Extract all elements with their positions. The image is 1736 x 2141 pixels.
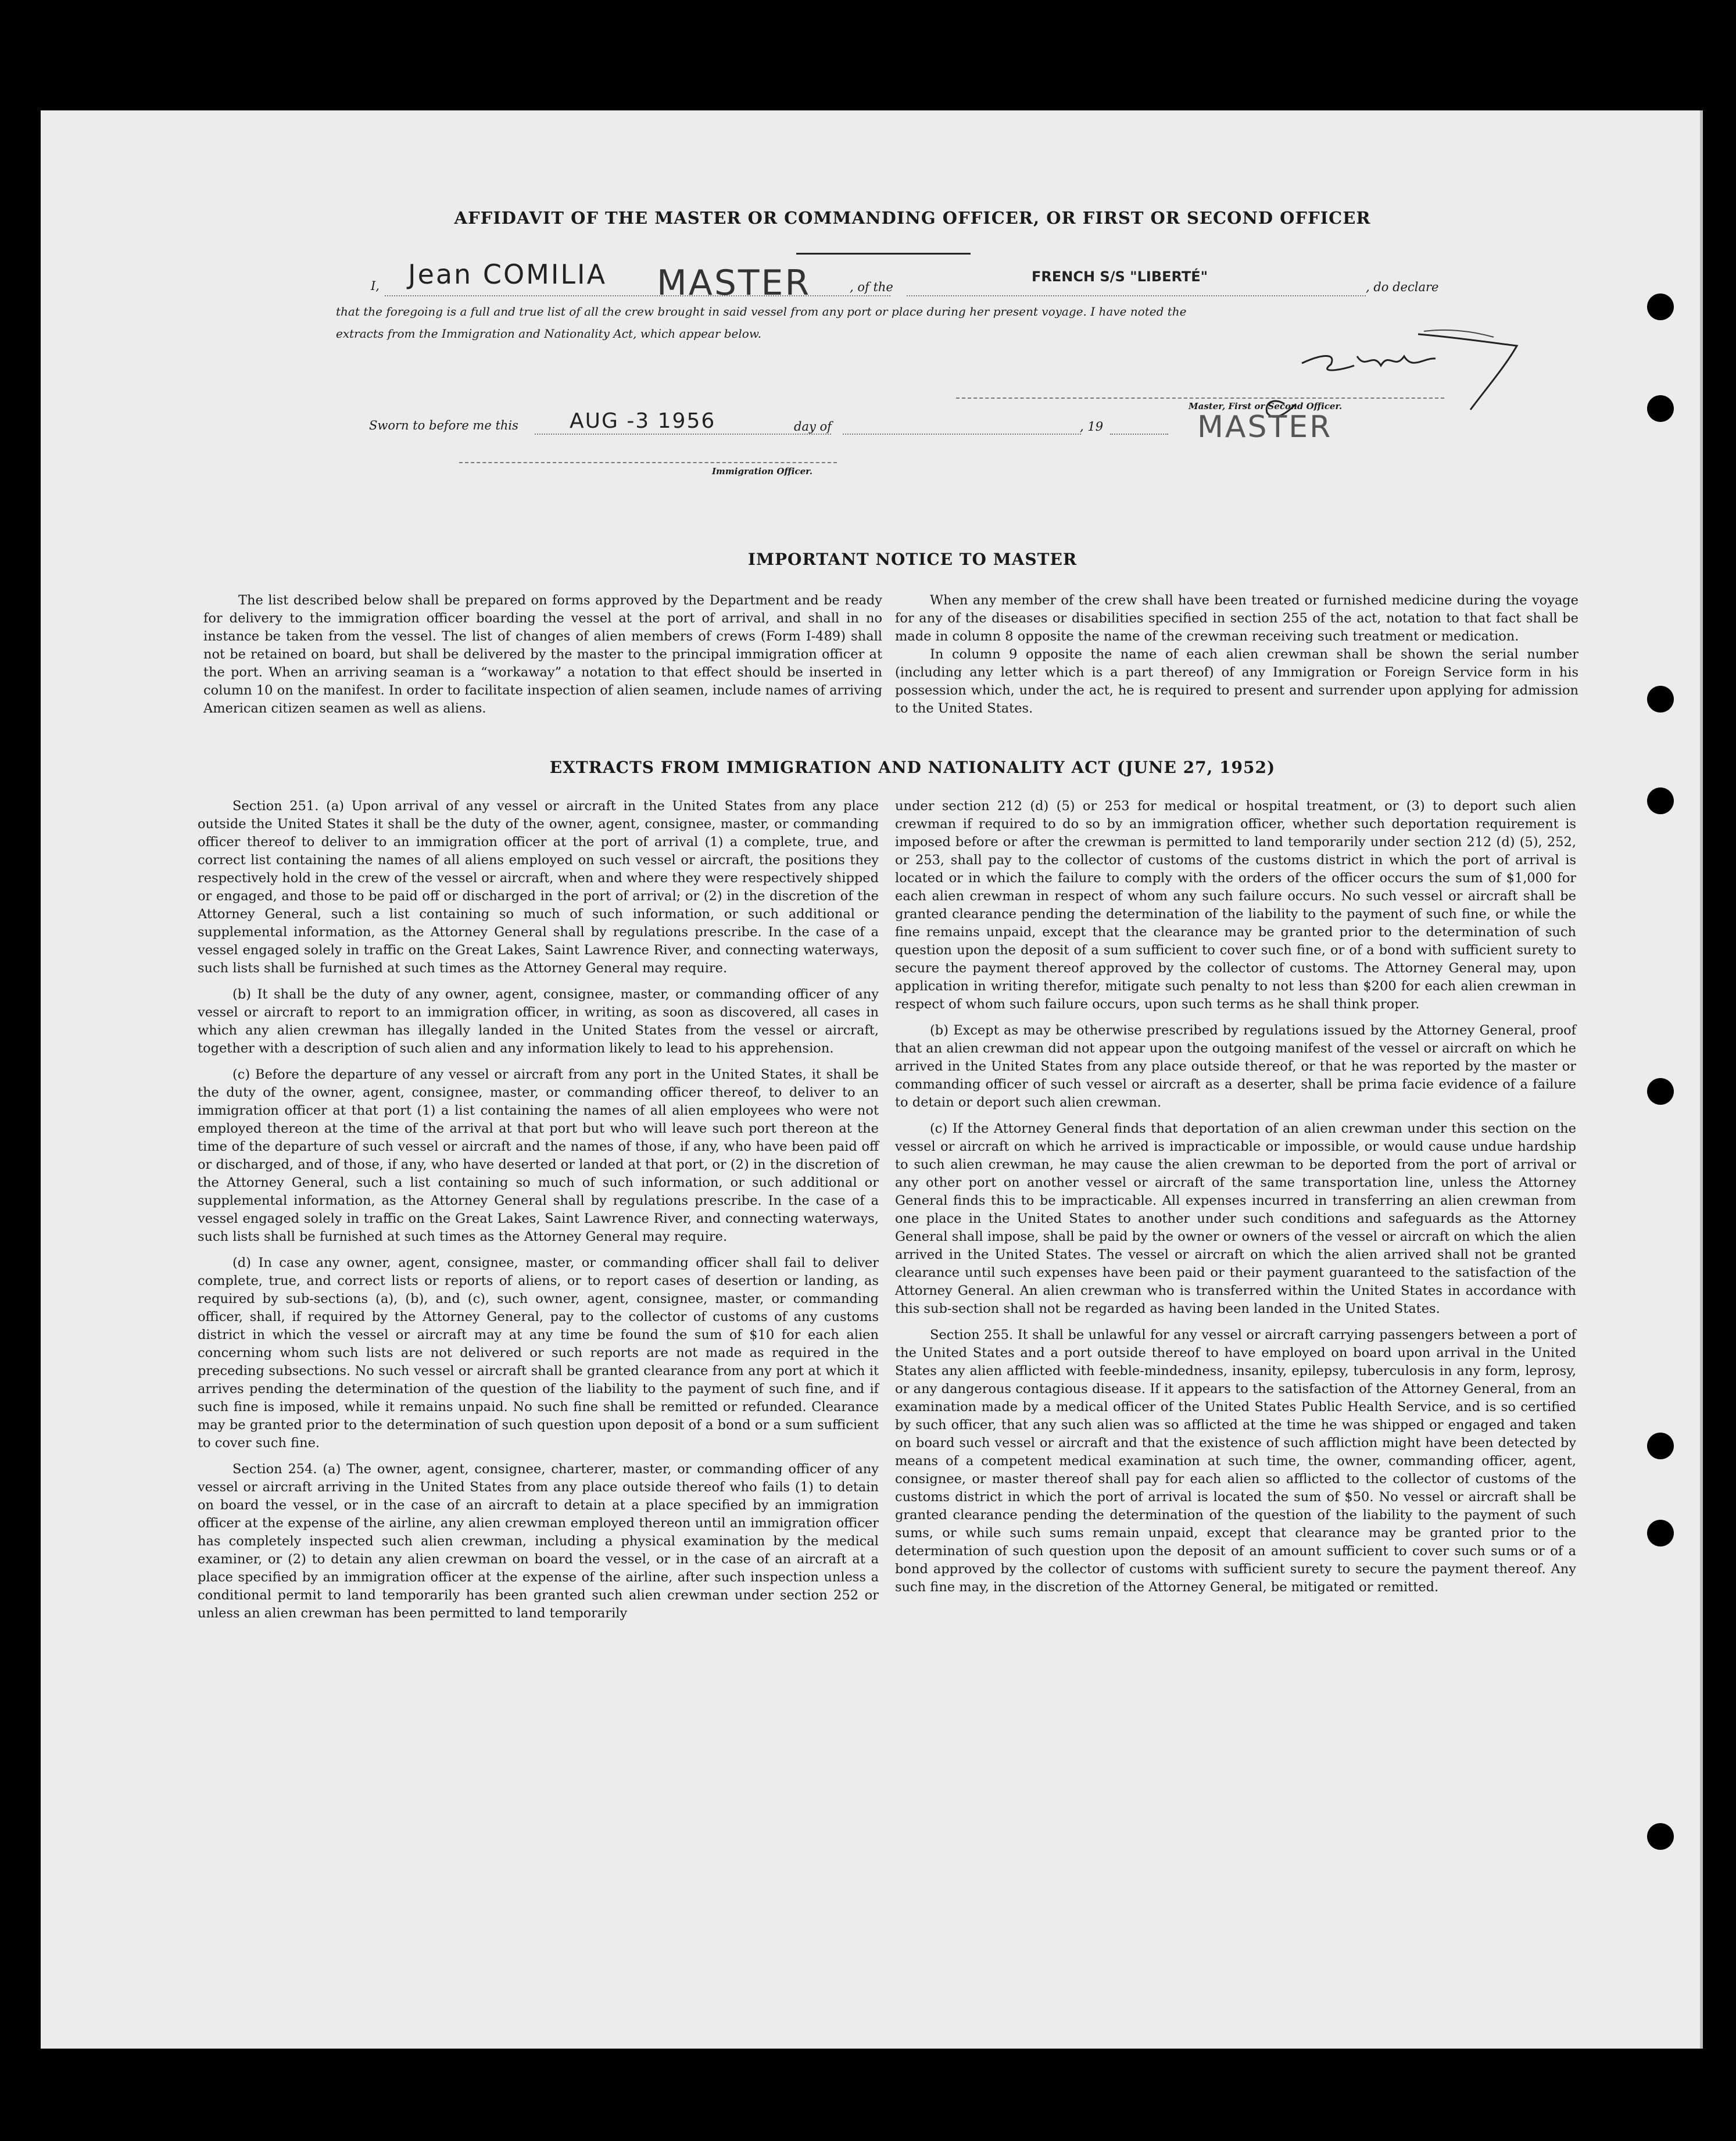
act-section-paragraph: (d) In case any owner, agent, consignee, master, or commanding officer shall fail to deliver complete, true, and correct lists or reports of aliens, or to report cases of desertion or landing, as required by sub-sections (a), (b), and (c), such owner, agent, consignee, master, or commanding officer, shall, if required by the Attorney General, pay to the collector of customs of any customs district in which the vessel or aircraft may at any time be found the sum of $10 for each alien concerning whom such lists are not delivered or such reports are not made as required in the preceding subsections. No such vessel or aircraft shall be granted clearance from any port at which it arrives pending the determination of the question of the liability to the payment of such fine, and if such fine is imposed, while it remains unpaid. No such fine shall be remitted or refunded. Clearance may be granted prior to the determination of such question upon deposit of a bond or a sum sufficient to cover such fine. <box>198 1255 879 1451</box>
punch-hole <box>1647 787 1674 814</box>
officer-caption: Master, First or Second Officer. <box>1189 401 1343 411</box>
officer-signature-line <box>956 398 1444 399</box>
name-line <box>385 295 890 296</box>
extracts-heading: EXTRACTS FROM IMMIGRATION AND NATIONALITY ACT (JUNE 27, 1952) <box>549 758 1276 777</box>
act-section-paragraph: Section 254. (a) The owner, agent, consignee, charterer, master, or commanding officer of any vessel or aircraft arriving in the United States from any place outside thereof who fails (1) to detain on board the vessel, or in the case of an aircraft to detain at a place specified by an immigration officer at the expense of the airline, any alien crewman employed thereon until an immigration officer has completely inspected such alien crewman, including a physical examination by the medical examiner, or (2) to detain any alien crewman on board the vessel, or in the case of an aircraft at a place specified by an immigration officer at the expense of the airline, after such inspection unless a conditional permit to land temporarily has been granted such alien crewman under section 252 or unless an alien crewman has been permitted to land temporarily <box>198 1462 879 1621</box>
year-label: , 19 <box>1080 420 1104 434</box>
act-section-paragraph: (b) Except as may be otherwise prescribed by regulations issued by the Attorney General, proof that an alien crewman did not appear upon the outgoing manifest of the vessel or aircraft on which he arrived in the United States from any place outside thereof, or that he was reported by the master or commanding officer of such vessel or aircraft as a deserter, shall be prima facie evidence of a failure to detain or deport such alien crewman. <box>895 1023 1576 1110</box>
sworn-label: Sworn to before me this <box>369 418 518 432</box>
notice-heading: IMPORTANT NOTICE TO MASTER <box>747 550 1078 569</box>
do-declare-label: , do declare <box>1366 280 1439 294</box>
act-section-paragraph: Section 255. It shall be unlawful for any vessel or aircraft carrying passengers between a port of the United States and a port outside thereof to have employed on board upon arrival in the United States any alien afflicted with feeble-mindedness, insanity, epilepsy, tuberculosis in any form, leprosy, or any dangerous contagious disease. If it appears to the satisfaction of the Attorney General, from an examination made by a medical officer of the United States Public Health Service, and is so certified by such officer, that any such alien was so afflicted at the time he was shipped or engaged and taken on board such vessel or aircraft and that the existence of such affliction might have been detected by means of a competent medical examination at such time, the owner, commanding officer, agent, consignee, or master thereof shall pay for each alien so afflicted to the collector of customs of the customs district in which the port of arrival is located the sum of $50. No vessel or aircraft shall be granted clearance pending the determination of the question of the liability to the payment of such sums, or while such sums remain unpaid, except that clearance may be granted prior to the determination of such question upon the deposit of an amount sufficient to cover such sums or of a bond approved by the collector of customs with sufficient surety to secure the payment thereof. Any such fine may, in the discretion of the Attorney General, be mitigated or remitted. <box>895 1327 1576 1595</box>
notice-paragraph: In column 9 opposite the name of each alien crewman shall be shown the serial number (including any letter which is a part thereof) of any Immigration or Foreign Service form in his possession which, under the act, he is required to present and surrender upon applying for admission to the United States. <box>895 647 1578 716</box>
affidavit-heading: AFFIDAVIT OF THE MASTER OR COMMANDING OFFICER, OR FIRST OR SECOND OFFICER <box>454 208 1371 228</box>
act-section-paragraph: (c) If the Attorney General finds that deportation of an alien crewman under this section on the vessel or aircraft on which he arrived is impracticable or impossible, or would cause undue hardship to such alien crewman, he may cause the alien crewman to be deported from the port of arrival or any other port on another vessel or aircraft of the same transportation line, unless the Attorney General finds this to be impracticable. All expenses incurred in transferring an alien crewman from one place in the United States to another under such conditions and safeguards as the Attorney General shall impose, shall be paid by the owner or owners of the vessel or aircraft on which the alien arrived in the United States. The vessel or aircraft on which the alien arrived shall not be granted clearance until such expenses have been paid or their payment guaranteed to the satisfaction of the Attorney General. An alien crewman who is transferred within the United States in accordance with this sub-section shall not be regarded as having been landed in the United States. <box>895 1121 1576 1316</box>
sworn-date-line <box>535 434 831 435</box>
notice-right-column <box>895 592 1578 718</box>
extracts-right-column <box>895 797 1576 1605</box>
document-page <box>41 110 1703 2049</box>
extracts-left-column <box>198 797 879 1631</box>
notice-left-column <box>203 592 882 718</box>
punch-hole <box>1647 686 1674 713</box>
punch-hole <box>1647 395 1674 422</box>
notice-paragraph: The list described below shall be prepared on forms approved by the Department and be ready for delivery to the immigration officer boarding the vessel at the port of arrival, and shall in no instance be taken from the vessel. The list of changes of alien members of crews (Form I-489) shall not be retained on board, but shall be delivered by the master to the principal immigration officer at the port. When an arriving seaman is a “workaway” a notation to that effect should be inserted in column 10 on the manifest. In order to facilitate inspection of alien seamen, include names of arriving American citizen seamen as well as aliens. <box>203 593 882 716</box>
punch-hole <box>1647 1520 1674 1546</box>
month-line <box>843 434 1081 435</box>
act-section-paragraph: (b) It shall be the duty of any owner, agent, consignee, master, or commanding officer of any vessel or aircraft to report to an immigration officer, in writing, as soon as discovered, all cases in which any alien crewman has illegally landed in the United States from the vessel or aircraft, together with a description of such alien and any information likely to lead to his apprehension. <box>198 987 879 1056</box>
heading-rule <box>796 253 971 255</box>
i-label: I, <box>371 279 380 293</box>
notice-paragraph: When any member of the crew shall have been treated or furnished medicine during the voyage for any of the diseases or disabilities specified in section 255 of the act, notation to that fact shall be made in column 8 opposite the name of the crewman receiving such treatment or medication. <box>895 593 1578 644</box>
punch-hole <box>1647 1823 1674 1850</box>
declaration-line-2: extracts from the Immigration and Nationality Act, which appear below. <box>336 327 761 341</box>
year-line <box>1110 434 1168 435</box>
declaration-line-1: that the foregoing is a full and true list of all the crew brought in said vessel from any port or place during her present voyage. I have noted the <box>336 305 1187 318</box>
page-right-edge <box>1700 110 1703 2049</box>
punch-hole <box>1647 293 1674 320</box>
immigration-officer-line <box>459 462 837 463</box>
day-of-label: day of <box>794 420 832 434</box>
act-section-paragraph: (c) Before the departure of any vessel or aircraft from any port in the United States, it shall be the duty of the owner, agent, consignee, master, or commanding officer thereof, to deliver to an immigration officer at that port (1) a list containing the names of all alien employees who were not employed thereon at the time of the arrival at that port but who will leave such port thereon at the time of the departure of such vessel or aircraft and the names of those, if any, who have been paid off or discharged, and of those, if any, who have deserted or landed at that port, or (2) in the discretion of the Attorney General, such a list containing so much of such information, or such additional or supplemental information, as the Attorney General shall by regulations prescribe. In the case of a vessel engaged solely in traffic on the Great Lakes, Saint Lawrence River, and connecting waterways, such lists shall be furnished at such times as the Attorney General may require. <box>198 1067 879 1244</box>
act-section-paragraph: Section 251. (a) Upon arrival of any vessel or aircraft in the United States from any place outside the United States it shall be the duty of the owner, agent, consignee, master, or commanding officer thereof to deliver to an immigration officer at the port of arrival (1) a complete, true, and correct list containing the names of all aliens employed on such vessel or aircraft, the positions they respectively hold in the crew of the vessel or aircraft, when and where they were respectively shipped or engaged, and those to be paid off or discharged in the port of arrival; or (2) in the discretion of the Attorney General, such a list containing so much of such information, or such additional or supplemental information, as the Attorney General shall by regulations prescribe. In the case of a vessel engaged solely in traffic on the Great Lakes, Saint Lawrence River, and connecting waterways, such lists shall be furnished at such times as the Attorney General may require. <box>198 799 879 976</box>
act-section-paragraph: under section 212 (d) (5) or 253 for medical or hospital treatment, or (3) to deport such alien crewman if required to do so by an immigration officer, whether such deportation requirement is imposed before or after the crewman is permitted to land temporarily under section 212 (d) (5), 252, or 253, shall pay to the collector of customs of the customs district in which the port of arrival is located or in which the failure to comply with the orders of the officer occurs the sum of $1,000 for each alien crewman in respect of whom any such failure occurs. No such vessel or aircraft shall be granted clearance pending the determination of the liability to the payment of such fine, or while the fine remains unpaid, except that the clearance may be granted prior to the determination of such question upon the deposit of a sum sufficient to cover such fine, or of a bond with sufficient surety to secure the payment thereof approved by the collector of customs. The Attorney General may, upon application in writing therefor, mitigate such penalty to not less than $200 for each alien crewman in respect of whom such failure occurs, upon such terms as he shall think proper. <box>895 799 1576 1012</box>
master-rank-stamp: MASTER <box>657 263 811 303</box>
vessel-name: FRENCH S/S "LIBERTÉ" <box>1032 268 1208 285</box>
immigration-officer-caption: Immigration Officer. <box>712 466 812 477</box>
sworn-date: AUG -3 1956 <box>570 409 716 433</box>
punch-hole <box>1647 1078 1674 1105</box>
crew-master-name: Jean COMILIA <box>408 259 607 290</box>
master-stamp: MASTER <box>1197 410 1333 445</box>
of-the-label: , of the <box>850 280 893 294</box>
vessel-line <box>907 295 1366 296</box>
punch-hole <box>1647 1433 1674 1459</box>
